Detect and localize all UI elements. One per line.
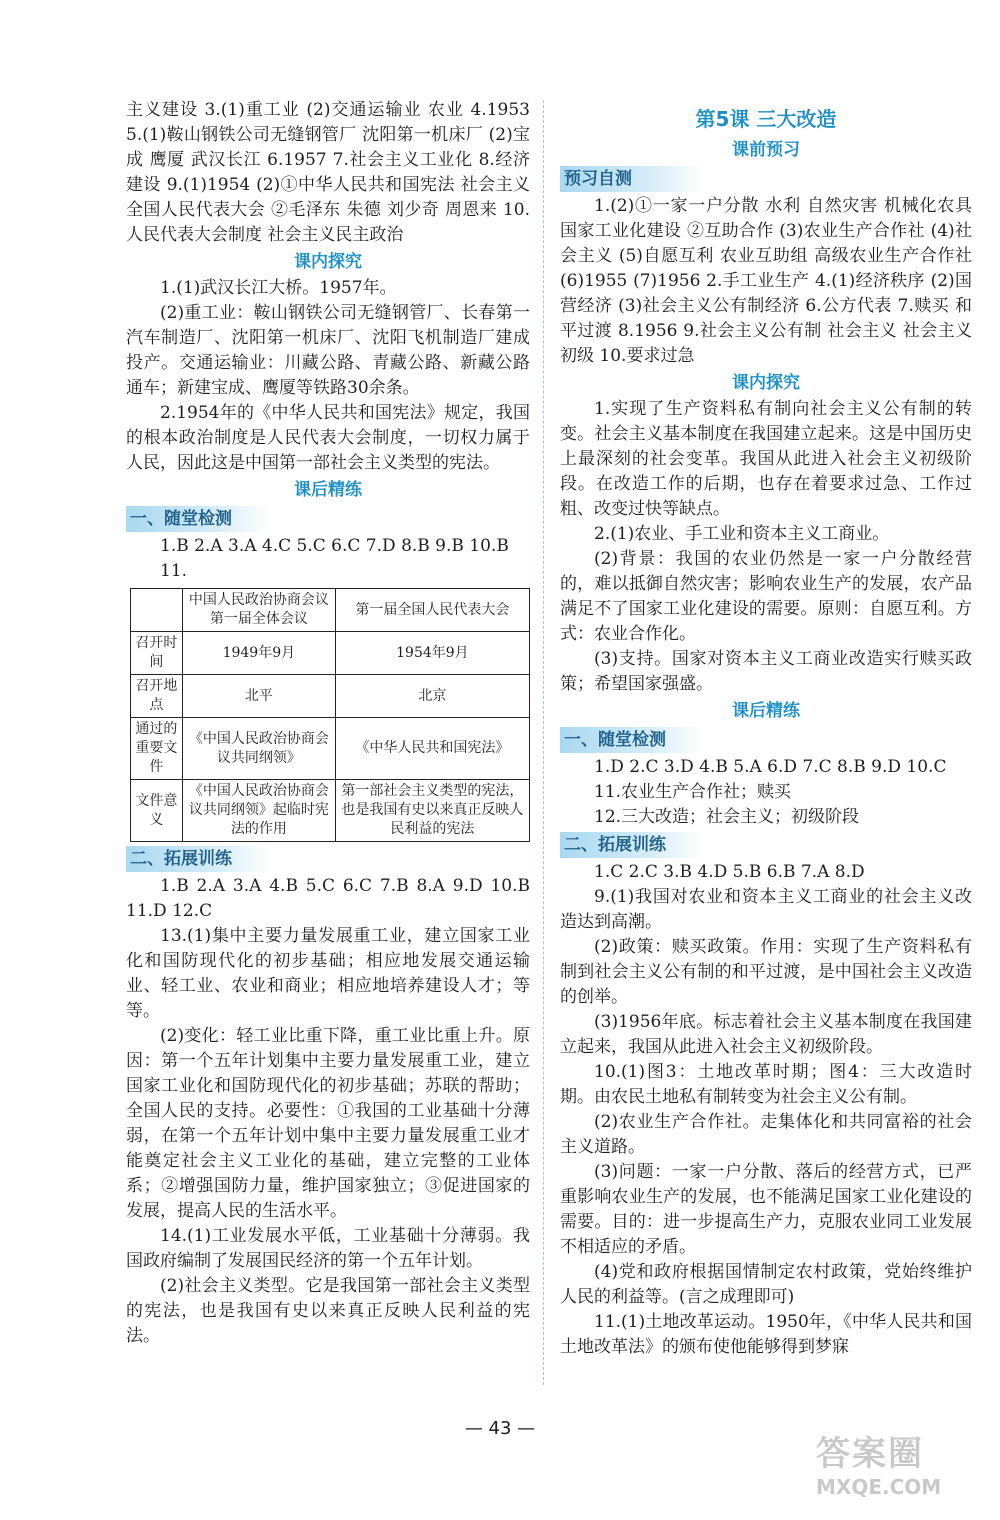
watermark-logo <box>816 1426 976 1498</box>
answer-text: 11.农业生产合作社；赎买 <box>594 782 792 802</box>
answer-text: 1.(1)武汉长江大桥。1957年。 <box>160 278 397 298</box>
table-row <box>131 718 530 780</box>
answer-text: 13.(1)集中主要力量发展重工业，建立国家工业化和国防现代化的初步基础；相应地发展交通运输业、轻工业、农业和商业；相应地培养建设人才；等等。 <box>126 926 530 1021</box>
table-cell: 1954年9月 <box>335 632 529 675</box>
answer-text: (3)支持。国家对资本主义工商业改造实行赎买政策；希望国家强盛。 <box>560 649 972 694</box>
section-heading-preview: 课前预习 <box>732 140 800 160</box>
table-corner <box>131 589 183 632</box>
row-header: 召开地点 <box>131 675 183 718</box>
row-header: 召开时间 <box>131 632 183 675</box>
section-heading-after: 课后精练 <box>732 701 800 721</box>
row-header: 文件意义 <box>131 780 183 842</box>
choice-answers: 1.B 2.A 3.A 4.B 5.C 6.C 7.B 8.A 9.D 10.B 11.D 12.C <box>126 876 530 921</box>
subsection-bar: 预习自测 <box>560 166 704 192</box>
answer-text: 9.(1)我国对农业和资本主义工商业的社会主义改造达到高潮。 <box>560 887 972 932</box>
answer-text: 11.(1)土地改革运动。1950年，《中华人民共和国土地改革法》的颁布使他能够得到梦寐 <box>560 1312 972 1357</box>
table-row <box>131 632 530 675</box>
subsection-bar: 二、拓展训练 <box>560 832 704 858</box>
table-cell: 第一部社会主义类型的宪法，也是我国有史以来真正反映人民利益的宪法 <box>335 780 529 842</box>
row-header: 通过的重要文件 <box>131 718 183 780</box>
table-header: 第一届全国人民代表大会 <box>335 589 529 632</box>
lesson-title: 第5课 三大改造 <box>695 107 837 131</box>
table-cell: 《中国人民政治协商会议共同纲领》起临时宪法的作用 <box>182 780 335 842</box>
answer-text: 2.1954年的《中华人民共和国宪法》规定，我国的根本政治制度是人民代表大会制度，一切权力属于人民，因此这是中国第一部社会主义类型的宪法。 <box>126 403 530 473</box>
column-divider <box>543 100 544 1385</box>
answer-text: (2)社会主义类型。它是我国第一部社会主义类型的宪法，也是我国有史以来真正反映人民利益的宪法。 <box>126 1276 530 1346</box>
answer-text: (2)重工业：鞍山钢铁公司无缝钢管厂、长春第一汽车制造厂、沈阳第一机床厂、沈阳飞机制造厂建成投产。交通运输业：川藏公路、青藏公路、新藏公路通车；新建宝成、鹰厦等铁路30余条。 <box>126 303 530 398</box>
answer-text: (3)问题：一家一户分散、落后的经营方式，已严重影响农业生产的发展，也不能满足国家工业化建设的需要。目的：进一步提高生产力，克服农业同工业发展不相适应的矛盾。 <box>560 1162 972 1257</box>
table-cell: 北平 <box>182 675 335 718</box>
choice-answers: 1.D 2.C 3.D 4.B 5.A 6.D 7.C 8.B 9.D 10.C <box>594 757 947 777</box>
answer-text: (2)政策：赎买政策。作用：实现了生产资料私有制到社会主义公有制的和平过渡，是中国社会主义改造的创举。 <box>560 937 972 1007</box>
table-cell: 《中国人民政治协商会议共同纲领》 <box>182 718 335 780</box>
answer-text: 2.(1)农业、手工业和资本主义工商业。 <box>594 524 890 544</box>
answer-text: (2)农业生产合作社。走集体化和共同富裕的社会主义道路。 <box>560 1112 972 1157</box>
answer-text: (2)变化：轻工业比重下降，重工业比重上升。原因：第一个五年计划集中主要力量发展重工业，建立国家工业化和国防现代化的初步基础；苏联的帮助；全国人民的支持。必要性：①我国的工业基础十分薄弱，在第一个五年计划中集中主要力量发展重工业才能奠定社会主义工业化的基础，建立完整的工业体系；②增强国防力量，维护国家独立；③促进国家的发展，提高人民的生活水平。 <box>126 1026 530 1221</box>
subsection-bar: 一、随堂检测 <box>560 727 704 753</box>
answer-text: 14.(1)工业发展水平低，工业基础十分薄弱。我国政府编制了发展国民经济的第一个五年计划。 <box>126 1226 530 1271</box>
right-column <box>560 98 972 1360</box>
table-cell: 北京 <box>335 675 529 718</box>
answer-text: 1.(2)①一家一户分散 水利 自然灾害 机械化农具 国家工业化建设 ②互助合作 (3)农业生产合作社 (4)社会主义 (5)自愿互利 农业互助组 高级农业生产合作社 (6)1955 (7)1956 2.手工业生产 4.(1)经济秩序 (2)国营经济 (3)社会主义公有制经济 6.公方代表 7.赎买 和平过渡 8.1956 9.社会主义公有制 社会主义 社会主义初级 10.要求过急 <box>560 196 972 366</box>
answer-text: 1.实现了生产资料私有制向社会主义公有制的转变。社会主义基本制度在我国建立起来。这是中国历史上最深刻的社会变革。我国从此进入社会主义初级阶段。在改造工作的后期，也存在着要求过急、工作过粗、改变过快等缺点。 <box>560 399 972 519</box>
section-heading-explore: 课内探究 <box>732 373 800 393</box>
watermark-url: MXQE.COM <box>816 1475 942 1499</box>
question-number: 11. <box>160 561 188 581</box>
table-row <box>131 780 530 842</box>
table-cell: 《中华人民共和国宪法》 <box>335 718 529 780</box>
table-header: 中国人民政治协商会议第一届全体会议 <box>182 589 335 632</box>
table-cell: 1949年9月 <box>182 632 335 675</box>
answer-text: 10.(1)图3：土地改革时期；图4：三大改造时期。由农民土地私有制转变为社会主义公有制。 <box>560 1062 972 1107</box>
section-heading-explore: 课内探究 <box>294 252 362 272</box>
page-number: — 43 — <box>464 1418 536 1439</box>
watermark-text: 答案圈 <box>816 1434 924 1474</box>
choice-answers: 1.B 2.A 3.A 4.C 5.C 6.C 7.D 8.B 9.B 10.B <box>160 536 509 556</box>
section-heading-after: 课后精练 <box>294 480 362 500</box>
choice-answers: 1.C 2.C 3.B 4.D 5.B 6.B 7.A 8.D <box>594 862 865 882</box>
answer-text: (2)背景：我国的农业仍然是一家一户分散经营的，难以抵御自然灾害；影响农业生产的发展，农产品满足不了国家工业化建设的需要。原则：自愿互利。方式：农业合作化。 <box>560 549 972 644</box>
subsection-bar: 二、拓展训练 <box>126 846 270 872</box>
answer-text: 12.三大改造；社会主义；初级阶段 <box>594 807 860 827</box>
answer-text: (3)1956年底。标志着社会主义基本制度在我国建立起来，我国从此进入社会主义初级阶段。 <box>560 1012 972 1057</box>
table-row <box>131 675 530 718</box>
comparison-table <box>130 588 530 842</box>
left-column <box>126 98 530 1349</box>
subsection-bar: 一、随堂检测 <box>126 506 270 532</box>
answer-text: 主义建设 3.(1)重工业 (2)交通运输业 农业 4.1953 5.(1)鞍山钢铁公司无缝钢管厂 沈阳第一机床厂 (2)宝成 鹰厦 武汉长江 6.1957 7.社会主义工业化 8.经济建设 9.(1)1954 (2)①中华人民共和国宪法 社会主义 全国人民代表大会 ②毛泽东 朱德 刘少奇 周恩来 10.人民代表大会制度 社会主义民主政治 <box>126 100 530 245</box>
answer-text: (4)党和政府根据国情制定农村政策，党始终维护人民的利益等。(言之成理即可) <box>560 1262 972 1307</box>
